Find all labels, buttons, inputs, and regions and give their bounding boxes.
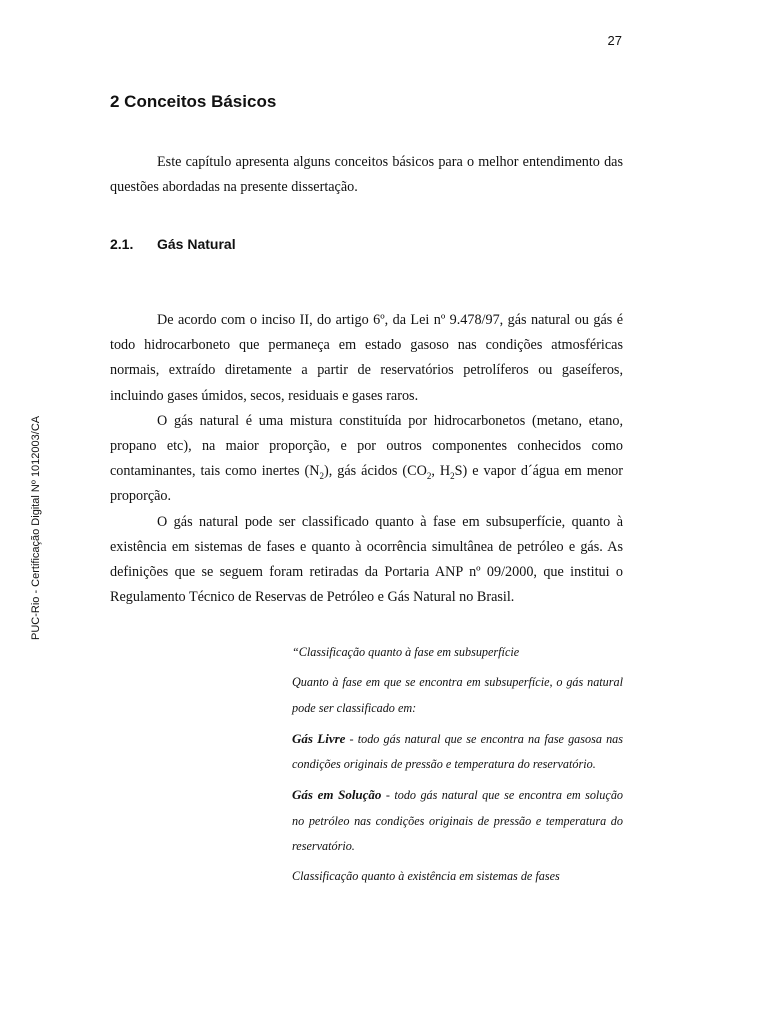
block-quote xyxy=(292,640,623,895)
quote-term-gas-em-solucao: Gás em Solução - todo gás natural que se encontra em solução no petróleo nas condições originais de pressão e temperatura do reservatório. xyxy=(292,787,624,854)
quote-lead: Quanto à fase em que se encontra em subsuperfície, o gás natural pode ser classificado em: xyxy=(292,675,623,715)
quote-heading: “Classificação quanto à fase em subsuperfície xyxy=(292,645,520,659)
chapter-intro-paragraph: Este capítulo apresenta alguns conceitos básicos para o melhor entendimento das questões abordadas na presente dissertação. xyxy=(110,154,623,196)
term-gas-em-solucao: Gás em Solução xyxy=(292,787,382,803)
section-number: 2.1. xyxy=(110,236,134,252)
page-number: 27 xyxy=(607,33,622,48)
chapter-title: 2 Conceitos Básicos xyxy=(110,92,277,111)
paragraph-classification: O gás natural pode ser classificado quanto à fase em subsuperfície, quanto à existência em sistemas de fases e quanto à ocorrência simultânea de petróleo e gás. As definições que se seguem foram retiradas da Portaria ANP nº 09/2000, que institui o Regulamento Técnico de Reservas de Petróleo e Gás Natural no Brasil. xyxy=(110,513,623,606)
paragraph-definition: De acordo com o inciso II, do artigo 6º, da Lei nº 9.478/97, gás natural ou gás é todo hidrocarboneto que permaneça em estado gasoso nas condições atmosféricas normais, extraído diretamente a partir de reservatórios petrolíferos ou gaseíferos, incluindo gases úmidos, secos, residuais e gases raros. xyxy=(110,312,623,404)
quote-heading-2: Classificação quanto à existência em sistemas de fases xyxy=(292,869,560,884)
section-heading xyxy=(110,236,236,252)
quote-term-gas-livre: Gás Livre - todo gás natural que se encontra na fase gasosa nas condições originais de pressão e temperatura do reservatório. xyxy=(292,730,623,772)
term-gas-livre: Gás Livre xyxy=(292,730,346,746)
paragraph-composition: O gás natural é uma mistura constituída por hidrocarbonetos (metano, etano, propano etc), na maior proporção, e por outros componentes conhecidos como contaminantes, tais como inertes $(N_2)$, gás ácidos ($CO_2$, $H_2S$) e vapor d´água em menor proporção. xyxy=(110,412,623,505)
certification-side-note: PUC-Rio - Certificação Digital Nº 1012003/CA xyxy=(30,415,42,640)
section-title: Gás Natural xyxy=(157,236,236,252)
section-body xyxy=(110,308,623,610)
